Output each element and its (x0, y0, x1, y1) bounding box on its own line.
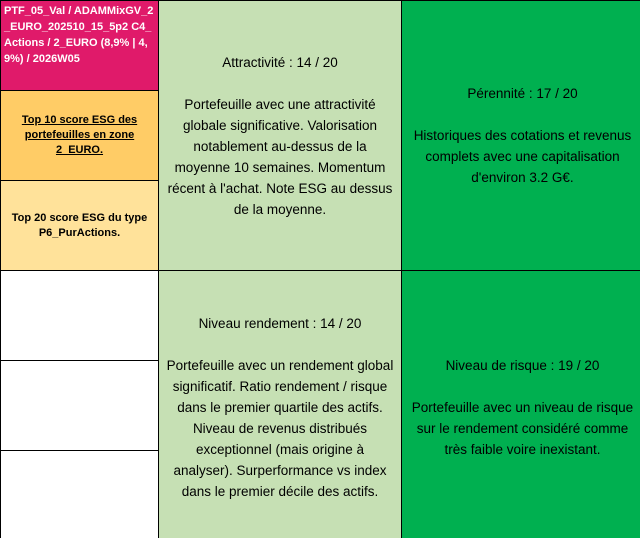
risque-cell (402, 271, 640, 538)
tag-esg-zone (1, 91, 158, 180)
tag-esg-type (1, 181, 158, 270)
perennite-text: Historiques des cotations et revenus complets avec une capitalisation d'environ 3.2 G€. (413, 128, 632, 185)
risque-text: Portefeuille avec un niveau de risque sur le rendement considéré comme très faible voire inexistant. (411, 400, 634, 457)
portfolio-title (1, 1, 158, 90)
risque-title: Niveau de risque : 19 / 20 (445, 358, 600, 373)
empty-cell (1, 451, 158, 538)
rendement-title: Niveau rendement : 14 / 20 (198, 316, 362, 331)
rendement-cell (159, 271, 401, 538)
attractivite-text: Portefeuille avec une attractivité globale significative. Valorisation notablement au-dessus de la moyenne 10 semaines. Momentum récent à l'achat. Note ESG au dessus de la moyenne. (167, 96, 393, 217)
perennite-title: Pérennité : 17 / 20 (467, 86, 578, 101)
empty-cell (1, 361, 158, 450)
portfolio-title-text: PTF_05_Val / ADAMMixGV_2_EURO_202510_15_5p2 C4_Actions / 2_EURO (8,9% | 4,9%) / 2026W05 (4, 5, 154, 65)
attractivite-cell (159, 1, 401, 270)
tag-esg-type-text: Top 20 score ESG du type P6_PurActions. (11, 211, 148, 239)
perennite-cell (402, 1, 640, 270)
attractivite-title: Attractivité : 14 / 20 (222, 54, 338, 70)
rendement-text: Portefeuille avec un rendement global significatif. Ratio rendement / risque dans le premier quartile des actifs. Niveau de revenus distribués exceptionnel (mais origine à analyser). Surperformance vs index dans le premier décile des actifs. (166, 358, 394, 499)
empty-cell (1, 271, 158, 360)
tag-esg-zone-text: Top 10 score ESG des portefeuilles en zone 2_EURO. (21, 114, 138, 156)
